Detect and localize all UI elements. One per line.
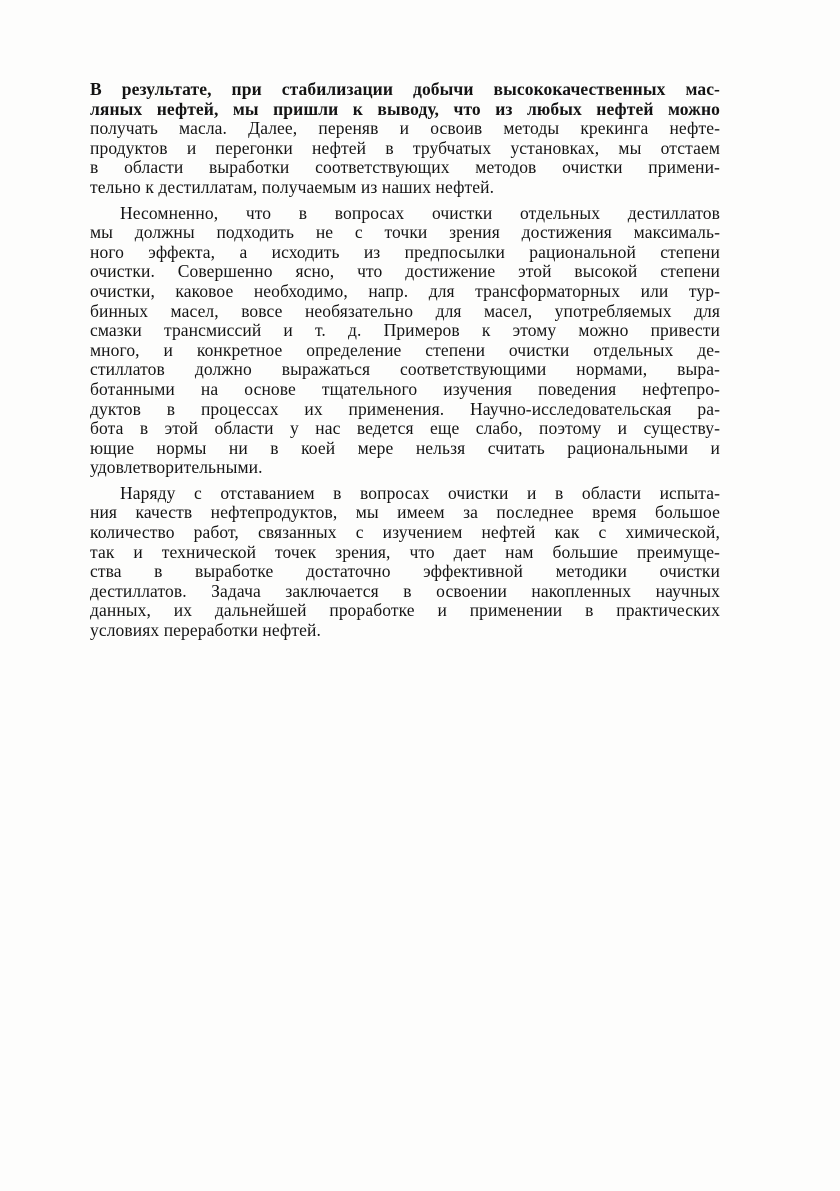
text-line: мы должны подходить не с точки зрения достижения максималь- <box>90 222 720 243</box>
text-line: ботанными на основе тщательного изучения поведения нефтепро- <box>90 378 720 399</box>
text-line: ства в выработке достаточно эффективной методики очистки <box>90 561 720 582</box>
text-line: много, и конкретное определение степени очистки отдельных де- <box>90 339 720 360</box>
text-line: Наряду с отставанием в вопросах очистки и в области испыта- <box>120 482 720 503</box>
text-line: смазки трансмиссий и т. д. Примеров к этому можно привести <box>90 320 720 341</box>
text-line: ляных нефтей, мы пришли к выводу, что из любых нефтей можно <box>90 98 720 119</box>
text-line: ющие нормы ни в коей мере нельзя считать рациональными и <box>90 437 720 458</box>
paragraph-2 <box>90 204 720 478</box>
text-line: количество работ, связанных с изучением нефтей как с химической, <box>90 522 720 543</box>
text-line: так и технической точек зрения, что дает нам большие преимуще- <box>90 541 720 562</box>
body-text <box>90 80 720 641</box>
text-line: получать масла. Далее, переняв и освоив методы крекинга нефте- <box>90 118 720 139</box>
text-line: ного эффекта, а исходить из предпосылки рациональной степени <box>90 241 720 262</box>
text-line: бота в этой области у нас ведется еще слабо, поэтому и существу- <box>90 418 720 439</box>
text-line: дестиллатов. Задача заключается в освоении накопленных научных <box>90 580 720 601</box>
text-line: бинных масел, вовсе необязательно для масел, употребляемых для <box>90 300 720 321</box>
text-line: В результате, при стабилизации добычи высококачественных мас- <box>90 79 720 99</box>
text-line: удовлетворительными. <box>90 457 263 478</box>
text-line: условиях переработки нефтей. <box>90 620 321 641</box>
text-line: Несомненно, что в вопросах очистки отдельных дестиллатов <box>120 202 720 223</box>
text-line: ния качеств нефтепродуктов, мы имеем за последнее время большое <box>90 502 720 523</box>
text-line: дуктов в процессах их применения. Научно-исследовательская ра- <box>90 398 720 419</box>
paragraph-1 <box>90 80 720 198</box>
text-line: в области выработки соответствующих методов очистки примени- <box>90 157 720 178</box>
text-line: очистки. Совершенно ясно, что достижение этой высокой степени <box>90 261 720 282</box>
text-line: стиллатов должно выражаться соответствующими нормами, выра- <box>90 359 720 380</box>
paragraph-3 <box>90 484 720 641</box>
text-line: данных, их дальнейшей проработке и применении в практических <box>90 600 720 621</box>
text-line: продуктов и перегонки нефтей в трубчатых установках, мы отстаем <box>90 137 720 158</box>
text-line: тельно к дестиллатам, получаемым из наших нефтей. <box>90 176 495 197</box>
text-line: очистки, каковое необходимо, напр. для трансформаторных или тур- <box>90 280 720 301</box>
